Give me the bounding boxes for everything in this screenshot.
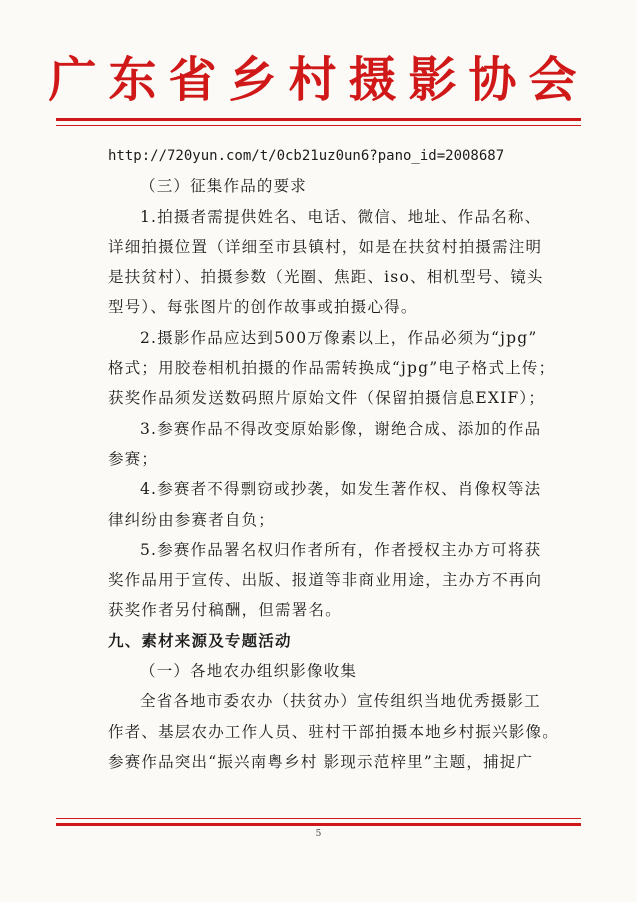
section-3-heading: （三）征集作品的要求: [140, 177, 308, 196]
item-5-line-3: 获奖作者另付稿酬，但需署名。: [108, 601, 342, 620]
item-1-line-4: 型号）、每张图片的创作故事或拍摄心得。: [108, 298, 418, 317]
item-3-line-2: 参赛；: [108, 449, 159, 468]
item-2-line-1: 2.摄影作品应达到500万像素以上，作品必须为“jpg”: [140, 328, 538, 347]
page-number: 5: [315, 829, 322, 839]
item-5-line-1: 5.参赛作品署名权归作者所有，作者授权主办方可将获: [140, 540, 542, 559]
item-1-line-1: 1.拍摄者需提供姓名、电话、微信、地址、作品名称、: [140, 207, 542, 226]
item-4-line-1: 4.参赛者不得剽窃或抄袭，如发生著作权、肖像权等法: [140, 480, 542, 499]
panorama-url: http://720yun.com/t/0cb21uz0un6?pano_id=2008687: [108, 148, 505, 164]
item-2-line-2: 格式；用胶卷相机拍摄的作品需转换成“jpg”电子格式上传；: [108, 359, 556, 378]
section-9-heading: 九、素材来源及专题活动: [108, 630, 292, 650]
subsection-1-heading: （一）各地农办组织影像收集: [140, 662, 358, 681]
header-rule-thick: [56, 118, 581, 121]
paragraph-line-2: 作者、基层农办工作人员、驻村干部拍摄本地乡村振兴影像。: [108, 722, 559, 741]
footer-rule-thin: [56, 818, 581, 819]
item-3-line-1: 3.参赛作品不得改变原始影像，谢绝合成、添加的作品: [140, 419, 542, 438]
item-5-line-2: 奖作品用于宣传、出版、报道等非商业用途，主办方不再向: [108, 571, 543, 590]
paragraph-line-3: 参赛作品突出“振兴南粤乡村 影现示范梓里”主题，捕捉广: [108, 752, 534, 771]
letterhead-title: 广东省乡村摄影协会: [48, 52, 589, 108]
item-4-line-2: 律纠纷由参赛者自负；: [108, 510, 276, 529]
footer-rule-thick: [56, 823, 581, 826]
item-1-line-2: 详细拍摄位置（详细至市县镇村，如是在扶贫村拍摄需注明: [108, 237, 543, 256]
item-2-line-3: 获奖作品须发送数码照片原始文件（保留拍摄信息EXIF）；: [108, 389, 546, 408]
document-body: [108, 141, 586, 777]
paragraph-line-1: 全省各地市委农办（扶贫办）宣传组织当地优秀摄影工: [140, 692, 541, 711]
header-rule-thin: [56, 125, 581, 126]
item-1-line-3: 是扶贫村）、拍摄参数（光圈、焦距、iso、相机型号、镜头: [108, 268, 544, 287]
